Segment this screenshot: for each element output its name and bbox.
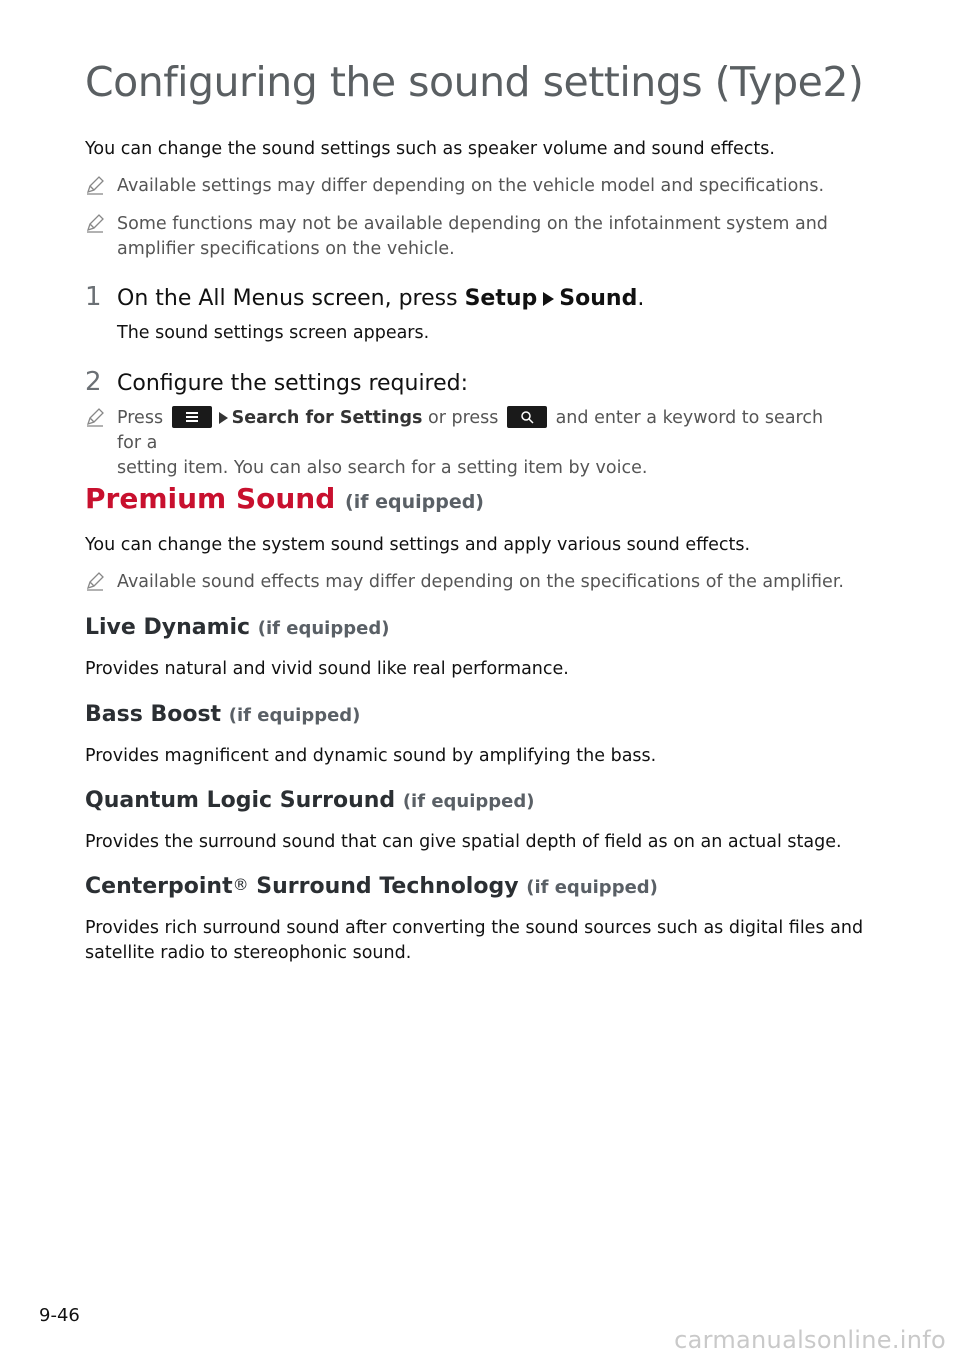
quantum-logic-heading: Quantum Logic Surround (if equipped) — [85, 788, 535, 813]
note-text: Some functions may not be available depending on the infotainment system and amplifier specifications on the vehicle. — [117, 214, 828, 259]
arrow-right-icon — [543, 292, 554, 306]
search-for-settings-label: Search for Settings — [231, 408, 423, 428]
sound-label: Sound — [559, 286, 638, 311]
pencil-note-icon — [85, 571, 105, 591]
pencil-note-icon — [85, 213, 105, 233]
step-2 — [85, 368, 468, 398]
step-text: Configure the settings required: — [117, 371, 469, 396]
step-text: On the All Menus screen, press — [117, 286, 465, 311]
premium-sound-desc: You can change the system sound settings and apply various sound effects. — [85, 535, 751, 555]
page-number: 9-46 — [39, 1305, 80, 1326]
setup-label: Setup — [464, 286, 538, 311]
premium-sound-heading: Premium Sound (if equipped) — [85, 482, 484, 515]
note-item: Press Search for Settings or press and enter a keyword to search for a setting item. You can also search for a setting item by voice. — [85, 406, 845, 481]
pencil-note-icon — [85, 175, 105, 195]
intro-text: You can change the sound settings such as speaker volume and sound effects. — [85, 139, 775, 159]
note-item — [85, 174, 845, 199]
note-item — [85, 212, 845, 262]
step-number: 2 — [85, 367, 102, 397]
menu-button-icon — [172, 406, 212, 428]
live-dynamic-heading: Live Dynamic (if equipped) — [85, 615, 390, 640]
note-text: Available sound effects may differ depending on the specifications of the amplifier. — [117, 572, 844, 592]
note-item — [85, 570, 845, 595]
centerpoint-heading: Centerpoint® Surround Technology (if equipped) — [85, 874, 658, 899]
pencil-note-icon — [85, 407, 105, 427]
page-title: Configuring the sound settings (Type2) — [85, 58, 864, 106]
if-equipped-label: (if equipped) — [257, 618, 390, 639]
if-equipped-label: (if equipped) — [526, 877, 658, 898]
step-1-result: The sound settings screen appears. — [117, 323, 430, 343]
note-text: Available settings may differ depending on the vehicle model and specifications. — [117, 176, 825, 196]
quantum-logic-desc: Provides the surround sound that can give spatial depth of field as on an actual stage. — [85, 832, 842, 852]
registered-mark: ® — [232, 875, 249, 894]
watermark: carmanualsonline.info — [674, 1326, 946, 1354]
search-button-icon — [507, 406, 547, 428]
step-1: 1 On the All Menus screen, press Setup Sound. — [85, 282, 645, 312]
if-equipped-label: (if equipped) — [402, 791, 535, 812]
if-equipped-label: (if equipped) — [345, 491, 484, 513]
step-number: 1 — [85, 282, 102, 312]
bass-boost-heading: Bass Boost (if equipped) — [85, 702, 361, 727]
bass-boost-desc: Provides magnificent and dynamic sound by amplifying the bass. — [85, 746, 657, 766]
arrow-right-icon — [219, 412, 228, 424]
if-equipped-label: (if equipped) — [228, 705, 361, 726]
live-dynamic-desc: Provides natural and vivid sound like real performance. — [85, 659, 569, 679]
centerpoint-desc-line2: satellite radio to stereophonic sound. — [85, 943, 412, 963]
centerpoint-desc-line1: Provides rich surround sound after converting the sound sources such as digital files and — [85, 918, 864, 938]
